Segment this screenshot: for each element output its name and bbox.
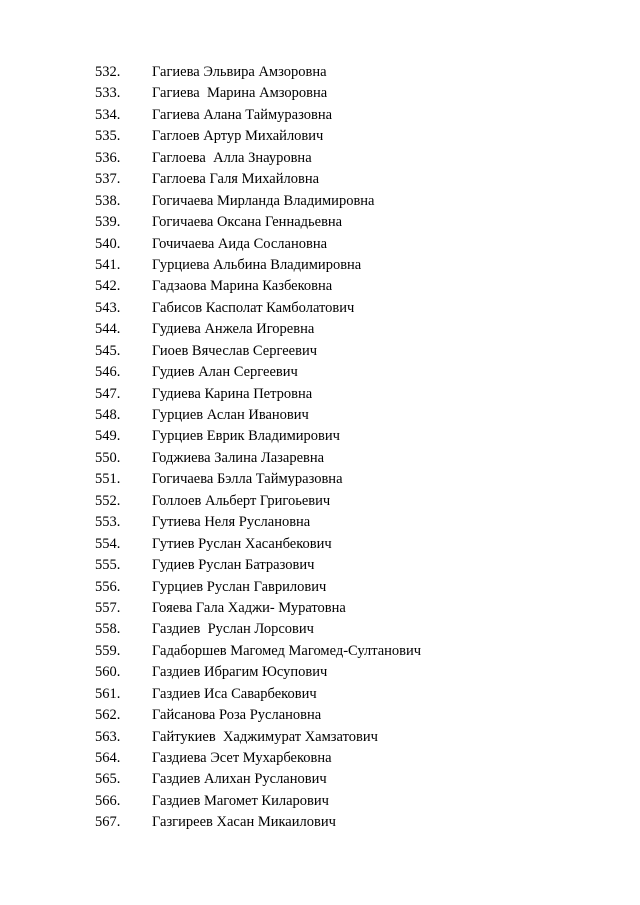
list-item: [0, 319, 640, 340]
entry-number: 564.: [95, 750, 121, 766]
entry-name: Газдиев Ибрагим Юсупович: [152, 664, 328, 681]
entry-name: Газдиева Эсет Мухарбековна: [152, 750, 332, 766]
entry-name: Гудиев Алан Сергеевич: [152, 364, 298, 381]
entry-name: Гаглоева Галя Михайловна: [152, 171, 320, 188]
entry-name: Газдиев Иса Саварбекович: [152, 685, 317, 702]
list-item: [0, 105, 640, 126]
entry-number: 536.: [95, 149, 121, 166]
entry-name: Гудиева Анжела Игоревна: [152, 321, 315, 338]
entry-name: Гадзаова Марина Казбековна: [152, 278, 333, 295]
entry-name: Газгиреев Хасан Микаилович: [152, 814, 336, 831]
entry-number: 546.: [95, 364, 121, 381]
entry-number: 541.: [95, 256, 121, 273]
entry-number: 547.: [95, 385, 121, 402]
entry-number: 540.: [95, 235, 121, 252]
entry-number: 558.: [95, 621, 121, 638]
list-item: [0, 748, 640, 769]
list-item: [0, 705, 640, 726]
entry-name: Гурциев Руслан Гаврилович: [152, 578, 327, 595]
list-item: [0, 491, 640, 512]
entry-number: 544.: [95, 321, 121, 338]
list-item: [0, 169, 640, 190]
entry-name: Гогичаева Мирланда Владимировна: [152, 192, 375, 209]
entry-name: Гутиева Неля Руслановна: [152, 514, 311, 531]
list-item: [0, 662, 640, 683]
entry-name: Гутиев Руслан Хасанбекович: [152, 535, 332, 552]
list-item: [0, 641, 640, 662]
entry-number: 548.: [95, 407, 121, 423]
entry-name: Гаглоева Алла Знауровна: [152, 149, 312, 166]
entry-name: Гурциева Альбина Владимировна: [152, 256, 362, 273]
list-item: [0, 812, 640, 833]
entry-name: Гагиева Марина Амзоровна: [152, 85, 328, 102]
list-item: [0, 619, 640, 640]
list-item: [0, 448, 640, 469]
list-item: [0, 234, 640, 255]
name-list: [0, 62, 640, 834]
entry-number: 553.: [95, 514, 121, 531]
list-item: [0, 791, 640, 812]
entry-name: Габисов Касполат Камболатович: [152, 299, 355, 316]
entry-name: Гагиева Эльвира Амзоровна: [152, 64, 327, 80]
entry-name: Гояева Гала Хаджи- Муратовна: [152, 599, 346, 616]
entry-number: 561.: [95, 685, 121, 702]
list-item: [0, 555, 640, 576]
list-item: [0, 684, 640, 705]
list-item: [0, 83, 640, 104]
list-item: [0, 298, 640, 319]
entry-number: 542.: [95, 278, 121, 295]
list-item: [0, 276, 640, 297]
entry-name: Гурциев Аслан Иванович: [152, 407, 309, 423]
entry-number: 556.: [95, 578, 121, 595]
list-item: [0, 598, 640, 619]
entry-name: Газдиев Руслан Лорсович: [152, 621, 314, 638]
entry-number: 533.: [95, 85, 121, 102]
list-item: [0, 212, 640, 233]
entry-name: Гогичаева Оксана Геннадьевна: [152, 214, 343, 231]
entry-name: Гогичаева Бэлла Таймуразовна: [152, 471, 343, 488]
entry-number: 562.: [95, 707, 121, 724]
list-item: [0, 255, 640, 276]
list-item: [0, 62, 640, 83]
list-item: [0, 126, 640, 147]
entry-name: Гагиева Алана Таймуразовна: [152, 106, 333, 123]
list-item: [0, 405, 640, 426]
entry-number: 559.: [95, 642, 121, 659]
entry-number: 550.: [95, 449, 121, 466]
entry-name: Гаглоев Артур Михайлович: [152, 128, 324, 145]
entry-number: 537.: [95, 171, 121, 188]
entry-number: 543.: [95, 299, 121, 316]
list-item: [0, 341, 640, 362]
list-item: [0, 191, 640, 212]
entry-number: 534.: [95, 106, 121, 123]
list-item: [0, 727, 640, 748]
entry-number: 545.: [95, 342, 121, 359]
entry-number: 539.: [95, 214, 121, 231]
entry-number: 555.: [95, 557, 121, 574]
list-item: [0, 577, 640, 598]
list-item: [0, 426, 640, 447]
list-item: [0, 769, 640, 790]
list-item: [0, 362, 640, 383]
entry-number: 554.: [95, 535, 121, 552]
entry-name: Голлоев Альберт Григоьевич: [152, 492, 331, 509]
entry-number: 532.: [95, 64, 121, 80]
entry-name: Газдиев Магомет Киларович: [152, 792, 329, 809]
list-item: [0, 534, 640, 555]
entry-name: Газдиев Алихан Русланович: [152, 771, 327, 788]
list-item: [0, 469, 640, 490]
list-item: [0, 512, 640, 533]
entry-number: 538.: [95, 192, 121, 209]
entry-name: Годжиева Залина Лазаревна: [152, 449, 325, 466]
entry-number: 535.: [95, 128, 121, 145]
entry-number: 565.: [95, 771, 121, 788]
entry-number: 549.: [95, 428, 121, 445]
entry-number: 551.: [95, 471, 121, 488]
entry-number: 557.: [95, 599, 121, 616]
entry-name: Гадаборшев Магомед Магомед-Султанович: [152, 642, 422, 659]
entry-name: Гудиева Карина Петровна: [152, 385, 313, 402]
entry-name: Гиоев Вячеслав Сергеевич: [152, 342, 317, 359]
entry-name: Гайтукиев Хаджимурат Хамзатович: [152, 728, 378, 745]
list-item: [0, 384, 640, 405]
entry-name: Гайсанова Роза Руслановна: [152, 707, 322, 724]
entry-number: 567.: [95, 814, 121, 831]
entry-number: 563.: [95, 728, 121, 745]
list-item: [0, 148, 640, 169]
entry-name: Гочичаева Аида Сослановна: [152, 235, 328, 252]
entry-number: 566.: [95, 792, 121, 809]
entry-name: Гудиев Руслан Батразович: [152, 557, 315, 574]
entry-name: Гурциев Еврик Владимирович: [152, 428, 340, 445]
entry-number: 552.: [95, 492, 121, 509]
entry-number: 560.: [95, 664, 121, 681]
